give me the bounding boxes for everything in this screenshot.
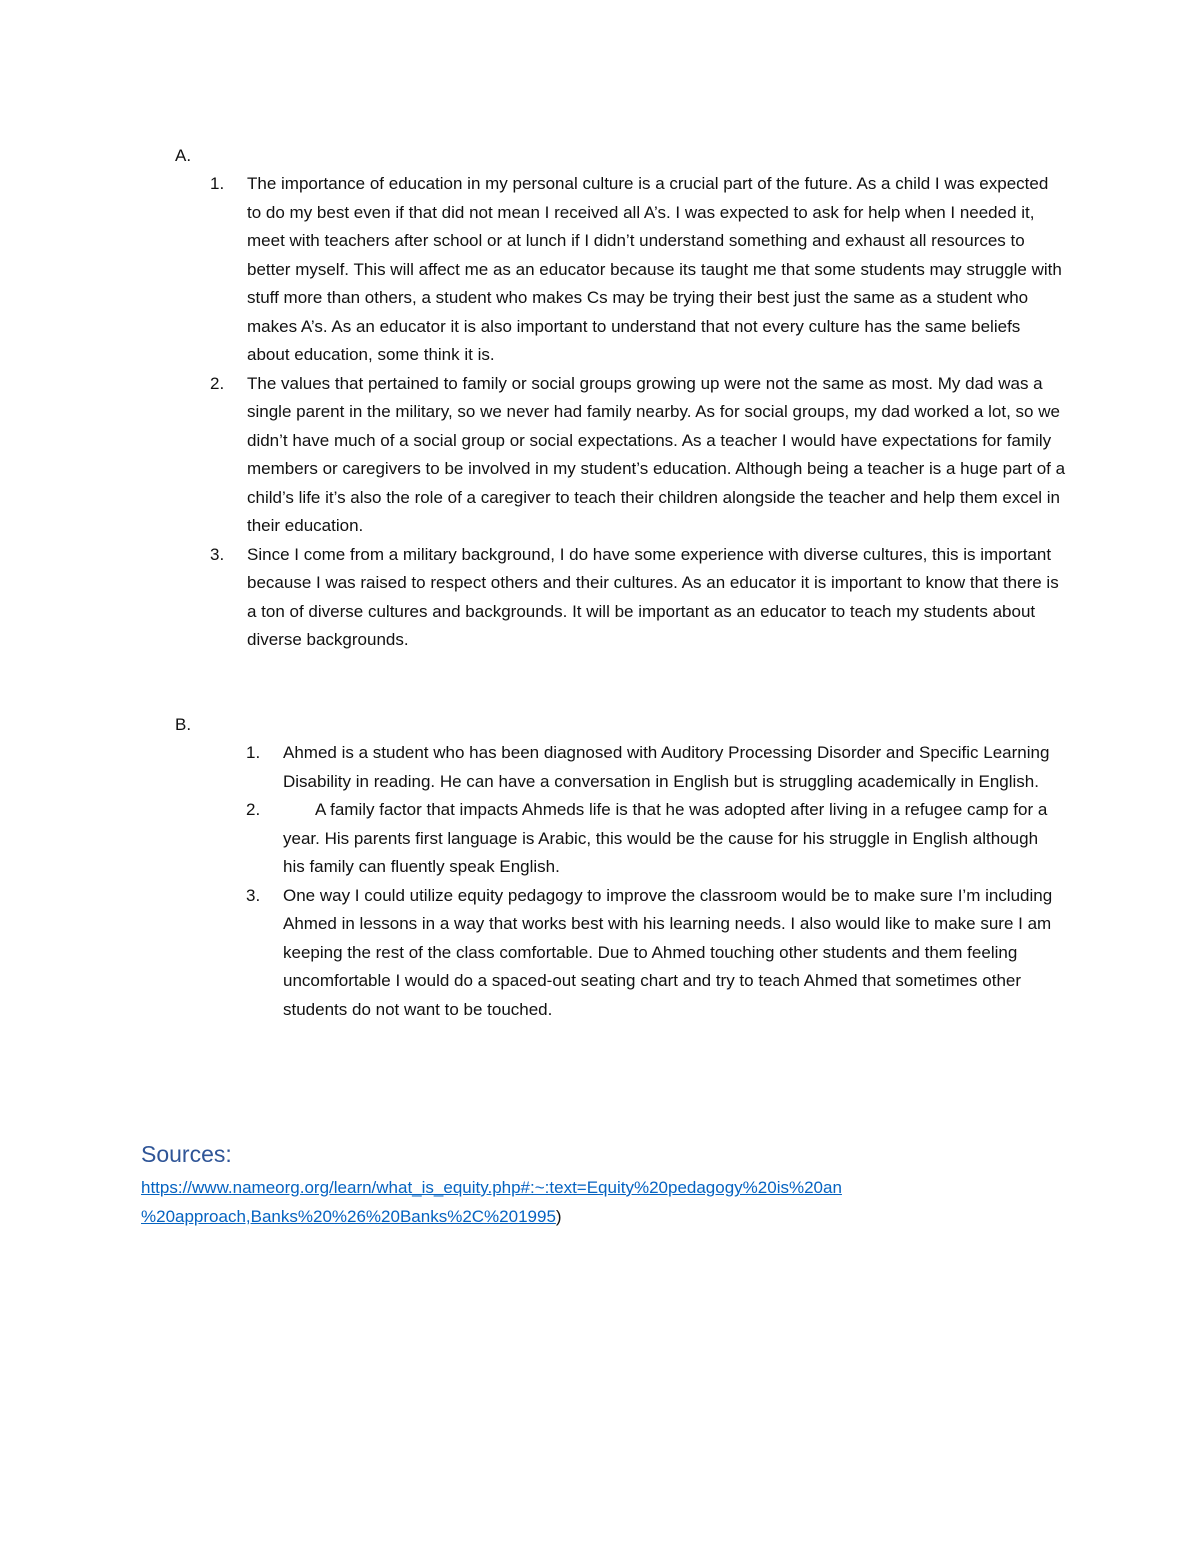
list-item-number: 3. bbox=[246, 885, 261, 905]
list-item-number: 1. bbox=[246, 743, 261, 762]
list-item bbox=[246, 796, 1063, 882]
source-link-line-2[interactable]: %20approach,Banks%20%26%20Banks%2C%201995 bbox=[141, 1207, 556, 1226]
list-item-number: 2. bbox=[210, 373, 225, 393]
list-item bbox=[246, 739, 1063, 796]
section-a-label: A. bbox=[175, 146, 192, 165]
list-item bbox=[246, 882, 1063, 1025]
list-item-text: A family factor that impacts Ahmeds life is that he was adopted after living in a refugee camp for a year. His parents first language is Arabic, this would be the cause for his struggle in English although his family can fluently speak English. bbox=[283, 800, 1048, 876]
list-item-text: Since I come from a military background, I do have some experience with diverse cultures, this is important because I was raised to respect others and their cultures. As an educator it is important to know that there is a ton of diverse cultures and backgrounds. It will be important as an educator to teach my students about diverse backgrounds. bbox=[247, 544, 1059, 649]
sources-citation bbox=[141, 1173, 1001, 1231]
list-item bbox=[210, 170, 1067, 370]
list-item-number: 2. bbox=[246, 800, 261, 819]
list-item-number: 3. bbox=[210, 544, 225, 564]
source-link-line-1[interactable]: https://www.nameorg.org/learn/what_is_equity.php#:~:text=Equity%20pedagogy%20is%20an bbox=[141, 1178, 842, 1197]
section-b-list bbox=[246, 739, 1063, 1024]
list-item-number: 1. bbox=[210, 174, 225, 193]
section-b-label: B. bbox=[175, 715, 192, 734]
section-a-list bbox=[210, 170, 1067, 655]
list-item bbox=[210, 541, 1067, 655]
source-link-tail: ) bbox=[555, 1207, 562, 1226]
list-item-text: The values that pertained to family or social groups growing up were not the same as most. My dad was a single parent in the military, so we never had family nearby. As for social groups, my dad worked a lot, so we didn’t have much of a social group or social expectations. As a teacher I would have expectations for family members or caregivers to be involved in my student’s education. Although being a teacher is a huge part of a child’s life it’s also the role of a caregiver to teach their children alongside the teacher and help them excel in their education. bbox=[247, 373, 1066, 535]
list-item-text: The importance of education in my personal culture is a crucial part of the future. As a child I was expected to do my best even if that did not mean I received all A’s. I was expected to ask for help when I needed it, meet with teachers after school or at lunch if I didn’t understand something and exhaust all resources to better myself. This will affect me as an educator because its taught me that some students may struggle with stuff more than others, a student who makes Cs may be trying their best just the same as a student who makes A’s. As an educator it is also important to understand that not every culture has the same beliefs about education, some think it is. bbox=[247, 174, 1062, 364]
sources-heading: Sources: bbox=[141, 1141, 232, 1167]
list-item bbox=[210, 370, 1067, 541]
list-item-text: Ahmed is a student who has been diagnosed with Auditory Processing Disorder and Specific Learning Disability in reading. He can have a conversation in English but is struggling academically in English. bbox=[283, 743, 1050, 791]
list-item-text: One way I could utilize equity pedagogy to improve the classroom would be to make sure I’m including Ahmed in lessons in a way that works best with his learning needs. I also would like to make sure I am keeping the rest of the class comfortable. Due to Ahmed touching other students and them feeling uncomfortable I would do a spaced-out seating chart and try to teach Ahmed that sometimes other students do not want to be touched. bbox=[283, 885, 1053, 1019]
